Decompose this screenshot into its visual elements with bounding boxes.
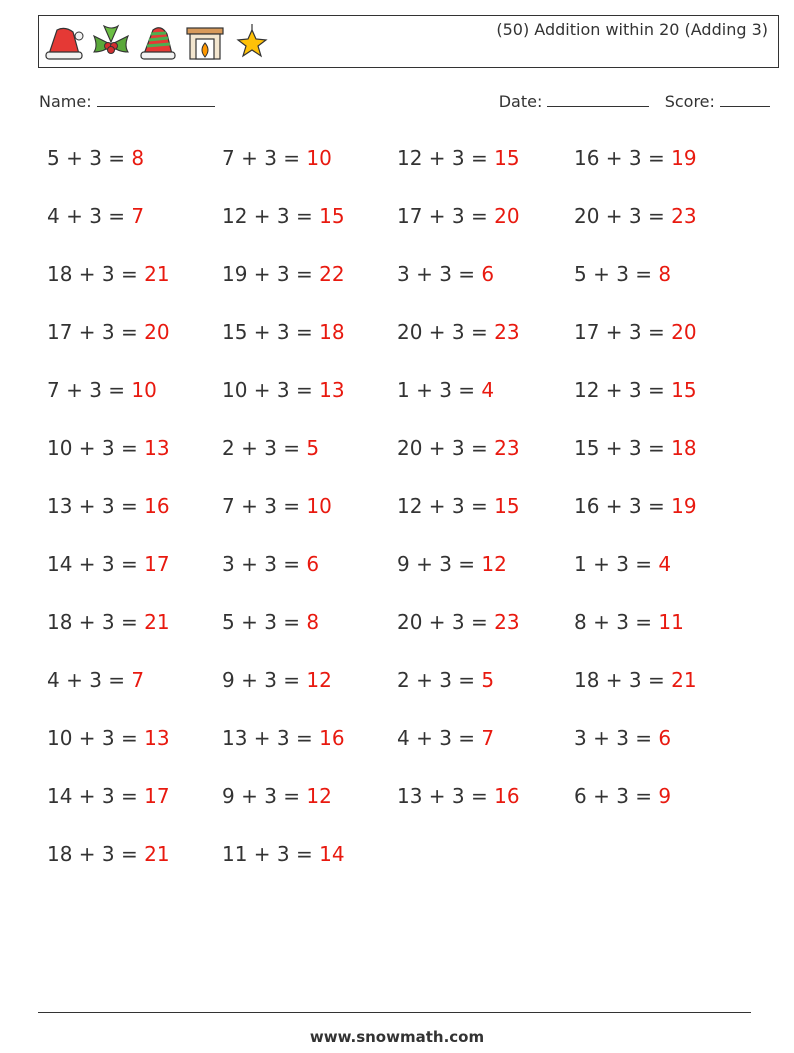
problem-question: 11 + 3 = — [222, 842, 320, 866]
fireplace-icon — [184, 22, 226, 62]
problem-answer: 8 — [131, 146, 145, 170]
problem-answer: 21 — [671, 668, 697, 692]
problem-answer: 10 — [131, 378, 157, 402]
problem-answer: 10 — [306, 494, 332, 518]
problem-item — [397, 259, 494, 289]
date-score-fields — [499, 92, 770, 111]
problem-question: 3 + 3 = — [397, 262, 482, 286]
problem-item — [47, 317, 170, 347]
problem-item — [47, 433, 170, 463]
problem-answer: 18 — [671, 436, 697, 460]
problem-answer: 7 — [131, 668, 145, 692]
problem-item — [574, 549, 671, 579]
problem-item — [222, 549, 319, 579]
problem-item — [222, 433, 319, 463]
problem-item — [222, 259, 345, 289]
problem-question: 16 + 3 = — [574, 494, 672, 518]
problem-answer: 22 — [319, 262, 345, 286]
problem-question: 12 + 3 = — [397, 146, 495, 170]
problem-item — [574, 781, 671, 811]
problem-answer: 15 — [494, 494, 520, 518]
problem-item — [222, 781, 332, 811]
problem-question: 15 + 3 = — [222, 320, 320, 344]
problem-question: 4 + 3 = — [47, 204, 132, 228]
problem-item — [47, 259, 170, 289]
decoration-icons — [43, 22, 273, 62]
problem-answer: 15 — [671, 378, 697, 402]
problem-answer: 20 — [144, 320, 170, 344]
problem-item — [574, 723, 671, 753]
problem-item — [47, 491, 170, 521]
problem-question: 18 + 3 = — [574, 668, 672, 692]
problem-question: 6 + 3 = — [574, 784, 659, 808]
problem-item — [222, 201, 345, 231]
footer-divider — [38, 1012, 751, 1013]
problem-answer: 21 — [144, 842, 170, 866]
problem-answer: 7 — [131, 204, 145, 228]
problem-answer: 7 — [481, 726, 495, 750]
problem-item — [397, 549, 507, 579]
problem-item — [397, 781, 520, 811]
problem-item — [397, 723, 494, 753]
problem-answer: 12 — [481, 552, 507, 576]
problem-question: 19 + 3 = — [222, 262, 320, 286]
problem-answer: 17 — [144, 784, 170, 808]
problem-question: 14 + 3 = — [47, 784, 145, 808]
elf-hat-icon — [137, 22, 179, 62]
problem-question: 17 + 3 = — [397, 204, 495, 228]
problem-item — [574, 259, 671, 289]
problem-question: 12 + 3 = — [574, 378, 672, 402]
problem-answer: 23 — [494, 436, 520, 460]
score-label: Score: — [664, 92, 715, 111]
worksheet-title: (50) Addition within 20 (Adding 3) — [496, 20, 768, 39]
problem-item — [222, 491, 332, 521]
problem-answer: 6 — [658, 726, 672, 750]
problem-answer: 23 — [671, 204, 697, 228]
problem-question: 2 + 3 = — [222, 436, 307, 460]
problem-question: 18 + 3 = — [47, 610, 145, 634]
problem-question: 18 + 3 = — [47, 262, 145, 286]
problem-question: 17 + 3 = — [47, 320, 145, 344]
problem-answer: 6 — [306, 552, 320, 576]
problem-answer: 8 — [306, 610, 320, 634]
name-label: Name: — [39, 92, 92, 111]
problem-answer: 5 — [306, 436, 320, 460]
problem-question: 3 + 3 = — [222, 552, 307, 576]
problem-question: 13 + 3 = — [222, 726, 320, 750]
problem-item — [222, 665, 332, 695]
problem-question: 1 + 3 = — [574, 552, 659, 576]
problem-item — [397, 375, 494, 405]
problem-answer: 13 — [144, 726, 170, 750]
santa-hat-icon — [43, 22, 85, 62]
problem-answer: 14 — [319, 842, 345, 866]
problem-answer: 13 — [144, 436, 170, 460]
problem-question: 4 + 3 = — [47, 668, 132, 692]
problem-item — [397, 433, 520, 463]
problem-question: 20 + 3 = — [574, 204, 672, 228]
problem-question: 10 + 3 = — [47, 436, 145, 460]
problem-answer: 12 — [306, 784, 332, 808]
problem-item — [47, 375, 157, 405]
problem-item — [47, 607, 170, 637]
worksheet-header — [38, 15, 779, 68]
problem-question: 5 + 3 = — [47, 146, 132, 170]
problem-answer: 10 — [306, 146, 332, 170]
problem-question: 20 + 3 = — [397, 436, 495, 460]
problem-item — [397, 665, 494, 695]
problem-item — [397, 491, 520, 521]
problem-answer: 20 — [671, 320, 697, 344]
problem-question: 15 + 3 = — [574, 436, 672, 460]
problem-answer: 13 — [319, 378, 345, 402]
problem-question: 8 + 3 = — [574, 610, 659, 634]
problem-answer: 20 — [494, 204, 520, 228]
name-blank[interactable] — [97, 93, 215, 107]
problem-answer: 19 — [671, 494, 697, 518]
problem-item — [47, 665, 144, 695]
problem-question: 10 + 3 = — [222, 378, 320, 402]
problem-item — [574, 201, 697, 231]
problem-question: 13 + 3 = — [47, 494, 145, 518]
problem-item — [222, 723, 345, 753]
problem-question: 7 + 3 = — [47, 378, 132, 402]
problem-item — [397, 143, 520, 173]
problem-answer: 16 — [319, 726, 345, 750]
problem-answer: 17 — [144, 552, 170, 576]
problem-question: 17 + 3 = — [574, 320, 672, 344]
problem-item — [574, 433, 697, 463]
problem-answer: 15 — [494, 146, 520, 170]
problem-item — [397, 607, 520, 637]
problem-question: 20 + 3 = — [397, 610, 495, 634]
problem-item — [222, 375, 345, 405]
problem-item — [47, 781, 170, 811]
problem-question: 20 + 3 = — [397, 320, 495, 344]
problem-item — [47, 723, 170, 753]
problem-question: 9 + 3 = — [397, 552, 482, 576]
problem-item — [397, 201, 520, 231]
score-blank[interactable] — [720, 93, 770, 107]
problem-item — [574, 375, 697, 405]
problem-question: 14 + 3 = — [47, 552, 145, 576]
problem-answer: 8 — [658, 262, 672, 286]
problem-answer: 23 — [494, 320, 520, 344]
problem-answer: 23 — [494, 610, 520, 634]
problem-question: 12 + 3 = — [222, 204, 320, 228]
problem-question: 2 + 3 = — [397, 668, 482, 692]
problem-item — [222, 143, 332, 173]
problem-item — [222, 839, 345, 869]
footer-url: www.snowmath.com — [309, 1028, 485, 1046]
problem-item — [574, 491, 697, 521]
problem-question: 5 + 3 = — [222, 610, 307, 634]
problem-answer: 9 — [658, 784, 672, 808]
problem-item — [574, 143, 697, 173]
problem-answer: 11 — [658, 610, 684, 634]
holly-icon — [90, 22, 132, 62]
problem-answer: 19 — [671, 146, 697, 170]
problem-answer: 18 — [319, 320, 345, 344]
problem-item — [47, 143, 144, 173]
problem-answer: 4 — [658, 552, 672, 576]
problem-answer: 21 — [144, 610, 170, 634]
problem-question: 9 + 3 = — [222, 784, 307, 808]
problem-answer: 16 — [144, 494, 170, 518]
problem-item — [222, 607, 319, 637]
problem-item — [574, 317, 697, 347]
problem-question: 1 + 3 = — [397, 378, 482, 402]
problem-question: 9 + 3 = — [222, 668, 307, 692]
problem-answer: 16 — [494, 784, 520, 808]
problem-question: 12 + 3 = — [397, 494, 495, 518]
problem-question: 5 + 3 = — [574, 262, 659, 286]
problem-item — [47, 839, 170, 869]
problem-answer: 12 — [306, 668, 332, 692]
problem-item — [47, 201, 144, 231]
problem-answer: 5 — [481, 668, 495, 692]
problem-item — [47, 549, 170, 579]
problem-item — [222, 317, 345, 347]
problem-item — [574, 607, 684, 637]
problem-question: 4 + 3 = — [397, 726, 482, 750]
problem-item — [574, 665, 697, 695]
problem-answer: 6 — [481, 262, 495, 286]
problem-answer: 15 — [319, 204, 345, 228]
problem-answer: 4 — [481, 378, 495, 402]
problem-question: 16 + 3 = — [574, 146, 672, 170]
problem-question: 10 + 3 = — [47, 726, 145, 750]
date-label: Date: — [498, 92, 543, 111]
problem-question: 7 + 3 = — [222, 146, 307, 170]
problem-question: 13 + 3 = — [397, 784, 495, 808]
star-ornament-icon — [231, 22, 273, 62]
problem-question: 3 + 3 = — [574, 726, 659, 750]
problem-question: 7 + 3 = — [222, 494, 307, 518]
name-field — [39, 92, 215, 111]
problem-question: 18 + 3 = — [47, 842, 145, 866]
date-blank[interactable] — [547, 93, 649, 107]
problem-answer: 21 — [144, 262, 170, 286]
problem-item — [397, 317, 520, 347]
